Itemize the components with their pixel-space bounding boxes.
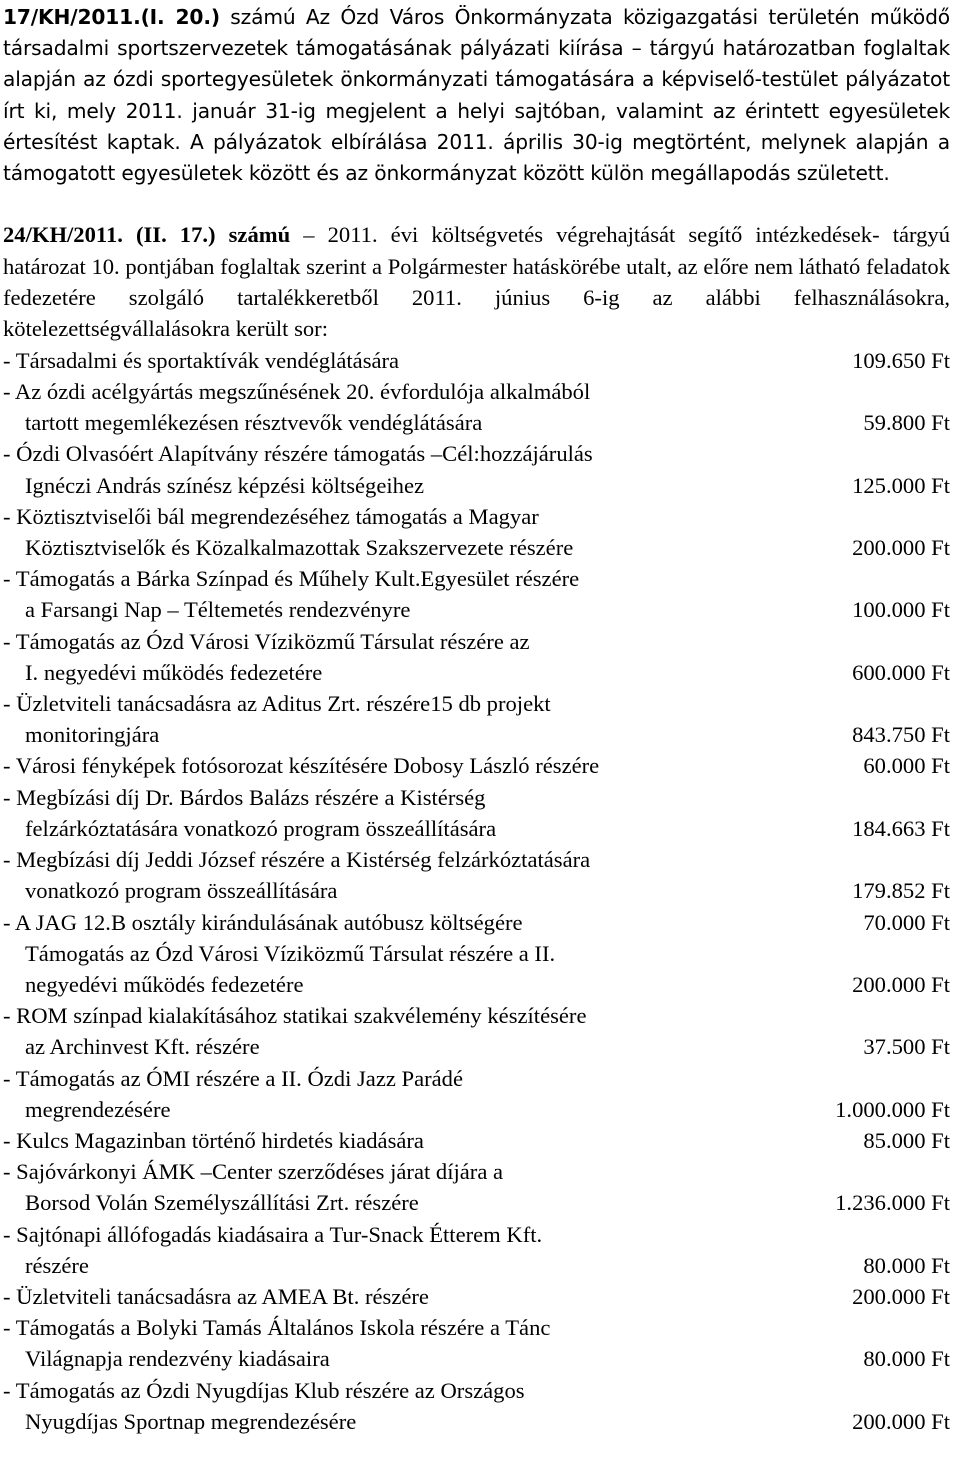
expense-amount: 85.000 Ft <box>863 1127 950 1153</box>
expense-item <box>3 938 950 1000</box>
expense-item <box>3 782 950 844</box>
expense-line <box>3 345 950 376</box>
expense-item <box>3 1281 950 1312</box>
expense-amount: 100.000 Ft <box>852 597 950 623</box>
expense-line <box>3 657 950 688</box>
intro-paragraph <box>3 2 950 189</box>
expense-item <box>3 1000 950 1062</box>
expense-amount: 200.000 Ft <box>852 1408 950 1434</box>
expense-item <box>3 563 950 625</box>
expense-description: monitoringjára <box>25 722 160 748</box>
expense-amount: 60.000 Ft <box>863 753 950 779</box>
expense-item <box>3 1375 950 1437</box>
budget-text: – 2011. évi költségvetés végrehajtását segítő intézkedések- tárgyú határozat 10. pontjában foglaltak szerint a Polgármester hatáskörébe utalt, az előre nem látható feladatok fedezetére szolgáló tartalékkeretből 2011. június 6-ig az alábbi felhasználásokra, kötelezettségvállalásokra került sor: <box>3 222 951 342</box>
expense-description: tartott megemlékezésen résztvevők vendéglátására <box>25 410 483 436</box>
expense-description: - Kulcs Magazinban történő hirdetés kiadására <box>3 1127 424 1153</box>
expense-description: - Az ózdi acélgyártás megszűnésének 20. évfordulója alkalmából <box>3 379 591 405</box>
expense-description: az Archinvest Kft. részére <box>25 1034 260 1060</box>
expense-description: I. negyedévi működés fedezetére <box>25 659 323 685</box>
expense-line <box>3 969 950 1000</box>
intro-resolution-ref: 17/KH/2011.(I. 20.) <box>3 5 220 29</box>
expense-amount: 59.800 Ft <box>863 410 950 436</box>
expense-description: felzárkóztatására vonatkozó program összeállítására <box>25 815 497 841</box>
expense-item <box>3 1312 950 1374</box>
expense-line <box>3 1406 950 1437</box>
expense-line <box>3 719 950 750</box>
expense-line <box>3 1250 950 1281</box>
expense-line <box>3 1187 950 1218</box>
expense-description: Támogatás az Ózd Városi Víziközmű Társulat részére a II. <box>25 940 556 966</box>
expense-line <box>3 1281 950 1312</box>
expense-description: Köztisztviselők és Közalkalmazottak Szakszervezete részére <box>25 535 574 561</box>
expense-description: - Sajóvárkonyi ÁMK –Center szerződéses járat díjára a <box>3 1159 504 1185</box>
expense-description: - Köztisztviselői bál megrendezéséhez támogatás a Magyar <box>3 503 539 529</box>
expense-line <box>3 1094 950 1125</box>
expense-amount: 1.236.000 Ft <box>835 1190 950 1216</box>
expense-amount: 200.000 Ft <box>852 1283 950 1309</box>
expense-amount: 70.000 Ft <box>863 909 950 935</box>
expense-amount: 179.852 Ft <box>852 878 950 904</box>
expense-amount: 37.500 Ft <box>863 1034 950 1060</box>
expense-amount: 80.000 Ft <box>863 1252 950 1278</box>
expense-line <box>3 1343 950 1374</box>
expense-list <box>3 345 950 1437</box>
expense-description: részére <box>25 1252 89 1278</box>
expense-description: a Farsangi Nap – Téltemetés rendezvényre <box>25 597 411 623</box>
expense-amount: 843.750 Ft <box>852 722 950 748</box>
expense-item <box>3 1156 950 1218</box>
expense-description: Ignéczi András színész képzési költségeihez <box>25 472 424 498</box>
expense-line <box>3 1031 950 1062</box>
expense-description: Világnapja rendezvény kiadásaira <box>25 1346 330 1372</box>
expense-line <box>3 1125 950 1156</box>
expense-description: - Támogatás az ÓMI részére a II. Ózdi Jazz Parádé <box>3 1065 464 1091</box>
expense-line <box>3 407 950 438</box>
expense-item <box>3 688 950 750</box>
expense-description: - Társadalmi és sportaktívák vendéglátására <box>3 347 400 373</box>
expense-description: - Városi fényképek fotósorozat készítésére Dobosy László részére <box>3 753 600 779</box>
expense-description: - Támogatás az Ózd Városi Víziközmű Társulat részére az <box>3 628 530 654</box>
expense-amount: 80.000 Ft <box>863 1346 950 1372</box>
budget-paragraph <box>3 219 950 345</box>
expense-description: - Támogatás az Ózdi Nyugdíjas Klub részére az Országos <box>3 1377 525 1403</box>
expense-item <box>3 750 950 781</box>
expense-item <box>3 844 950 906</box>
expense-description: - Üzletviteli tanácsadásra az Aditus Zrt. részére15 db projekt <box>3 691 551 717</box>
expense-line <box>3 470 950 501</box>
expense-amount: 1.000.000 Ft <box>835 1096 950 1122</box>
expense-amount: 200.000 Ft <box>852 971 950 997</box>
expense-description: - Megbízási díj Jeddi József részére a Kistérség felzárkóztatására <box>3 847 591 873</box>
expense-description: - Támogatás a Bárka Színpad és Műhely Kult.Egyesület részére <box>3 566 580 592</box>
expense-line <box>3 532 950 563</box>
expense-amount: 600.000 Ft <box>852 659 950 685</box>
expense-item <box>3 1063 950 1125</box>
expense-description: - Támogatás a Bolyki Tamás Általános Iskola részére a Tánc <box>3 1315 551 1341</box>
expense-description: - Sajtónapi állófogadás kiadásaira a Tur-Snack Étterem Kft. <box>3 1221 543 1247</box>
expense-item <box>3 907 950 938</box>
expense-line <box>3 907 950 938</box>
paragraph-gap <box>3 189 950 219</box>
expense-description: negyedévi működés fedezetére <box>25 971 304 997</box>
expense-amount: 125.000 Ft <box>852 472 950 498</box>
expense-line <box>3 750 950 781</box>
expense-item <box>3 1219 950 1281</box>
intro-text: számú Az Ózd Város Önkormányzata közigazgatási területén működő társadalmi sportszervezetek támogatásának pályázati kiírása – tárgyú határozatban foglaltak alapján az ózdi sportegyesületek önkormányzati támogatására a képviselő-testület pályázatot írt ki, mely 2011. január 31-ig megjelent a helyi sajtóban, valamint az érintett egyesületek értesítést kaptak. A pályázatok elbírálása 2011. április 30-ig megtörtént, melynek alapján a támogatott egyesületek között és az önkormányzat között külön megállapodás született. <box>3 5 950 186</box>
expense-item <box>3 501 950 563</box>
expense-description: - Megbízási díj Dr. Bárdos Balázs részére a Kistérség <box>3 784 486 810</box>
expense-amount: 184.663 Ft <box>852 815 950 841</box>
expense-line <box>3 813 950 844</box>
expense-item <box>3 1125 950 1156</box>
expense-item <box>3 438 950 500</box>
expense-line <box>3 875 950 906</box>
expense-description: megrendezésére <box>25 1096 171 1122</box>
expense-description: - A JAG 12.B osztály kirándulásának autóbusz költségére <box>3 909 523 935</box>
expense-amount: 200.000 Ft <box>852 535 950 561</box>
expense-item <box>3 626 950 688</box>
budget-resolution-ref: 24/KH/2011. (II. 17.) számú <box>3 222 291 248</box>
expense-description: Borsod Volán Személyszállítási Zrt. részére <box>25 1190 419 1216</box>
expense-item <box>3 376 950 438</box>
expense-description: - ROM színpad kialakításához statikai szakvélemény készítésére <box>3 1003 587 1029</box>
expense-amount: 109.650 Ft <box>852 347 950 373</box>
expense-item <box>3 345 950 376</box>
expense-description: Nyugdíjas Sportnap megrendezésére <box>25 1408 357 1434</box>
expense-description: - Ózdi Olvasóért Alapítvány részére támogatás –Cél:hozzájárulás <box>3 441 593 467</box>
expense-line <box>3 594 950 625</box>
expense-description: - Üzletviteli tanácsadásra az AMEA Bt. részére <box>3 1283 429 1309</box>
expense-description: vonatkozó program összeállítására <box>25 878 338 904</box>
